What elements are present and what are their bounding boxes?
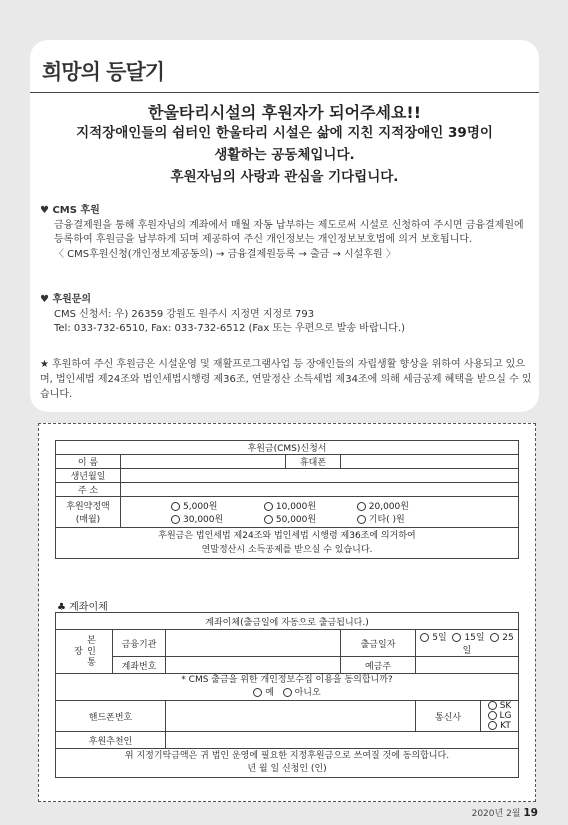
address-field[interactable] (121, 483, 519, 497)
consent-row (56, 674, 519, 701)
withdraw-5[interactable]: 5일 (420, 633, 446, 643)
birth-field[interactable] (121, 469, 519, 483)
amount-option-30000[interactable]: 30,000원 (171, 512, 261, 525)
bank-label: 금융기관 (113, 630, 166, 657)
cms-form (55, 440, 519, 559)
radio-icon (488, 721, 497, 730)
signature-line[interactable]: 년 월 일 신청인 (인) (247, 764, 327, 774)
mobile-field[interactable] (166, 701, 416, 732)
cms-flow: 〈 CMS후원신청(개인정보제공동의) → 금융결제원등록 → 출금 → 시설후원 〉 (54, 248, 396, 260)
inquiry-heading: ♥ 후원문의 (40, 294, 92, 305)
own-account-label: 본인통장 (56, 630, 113, 674)
account-heading: ♣ 계좌이체 (57, 602, 108, 613)
cms-section (40, 204, 530, 262)
headline-line3: 후원자님의 사랑과 관심을 기다립니다. (170, 169, 399, 185)
tax-note-line1: 후원금은 법인세법 제24조와 법인세법 시행령 제36조에 의거하여 (158, 531, 416, 541)
tax-note (56, 528, 519, 559)
withdraw-label: 출금일자 (341, 630, 416, 657)
amount-label-text: 후원약정액 (66, 502, 110, 512)
radio-icon (171, 515, 180, 524)
amount-option-other[interactable]: 기타( )원 (357, 512, 447, 525)
headline-main: 한울타리시설의 후원자가 되어주세요!! (147, 103, 422, 122)
consent-yes[interactable]: 예 (253, 688, 274, 698)
radio-icon (488, 701, 497, 710)
account-number-label: 계좌번호 (113, 657, 166, 674)
carrier-sk[interactable]: SK (488, 701, 512, 711)
tax-note-line2: 연말정산시 소득공제를 받으실 수 있습니다. (201, 545, 373, 555)
bank-field[interactable] (166, 630, 341, 657)
withdraw-25[interactable]: 25일 (462, 633, 514, 656)
phone-label: 휴대폰 (286, 455, 341, 469)
radio-icon (171, 502, 180, 511)
radio-icon (452, 633, 461, 642)
holder-label: 예금주 (341, 657, 416, 674)
agreement-text: 위 지정기탁금액은 귀 법인 운영에 필요한 지정후원금으로 쓰여질 것에 동의합니다. (124, 751, 450, 761)
holder-field[interactable] (416, 657, 519, 674)
inquiry-tel: Tel: 033-732-6510, Fax: 033-732-6512 (Fax 또는 우편으로 발송 바랍니다.) (54, 323, 406, 334)
withdraw-options (416, 630, 519, 657)
recommender-label: 후원추천인 (56, 732, 166, 749)
amount-option-5000[interactable]: 5,000원 (171, 499, 261, 512)
name-label: 이 름 (56, 455, 121, 469)
amount-label-sub: (매월) (75, 515, 101, 525)
mobile-label: 핸드폰번호 (56, 701, 166, 732)
address-label: 주 소 (56, 483, 121, 497)
radio-icon (488, 711, 497, 720)
page-footer (472, 806, 538, 819)
account-form-title: 계좌이체(출금일에 자동으로 출금됩니다.) (56, 613, 519, 630)
cms-text: 금융결제원을 통해 후원자님의 계좌에서 매월 자동 납부하는 제도로써 시설로 신청하여 주시면 금융결제원에 등록하여 후원금을 납부하게 되며 제공하여 주신 개인정보는 개인정보보호법에 의거 보호됩니다. (54, 219, 524, 245)
amount-options (121, 497, 519, 528)
carrier-kt[interactable]: KT (488, 721, 511, 731)
account-number-field[interactable] (166, 657, 341, 674)
radio-icon (264, 515, 273, 524)
recommender-field[interactable] (166, 732, 519, 749)
phone-field[interactable] (341, 455, 519, 469)
consent-no[interactable]: 아니오 (283, 688, 321, 698)
amount-option-50000[interactable]: 50,000원 (264, 512, 354, 525)
headline-line2: 생활하는 공동체입니다. (214, 147, 355, 163)
amount-label (56, 497, 121, 528)
account-form (55, 612, 519, 778)
title-divider (30, 92, 539, 93)
radio-icon (357, 515, 366, 524)
headline-line1: 지적장애인들의 쉼터인 한울타리 시설은 삶에 지친 지적장애인 39명이 (76, 125, 493, 141)
name-field[interactable] (121, 455, 286, 469)
radio-icon (420, 633, 429, 642)
radio-icon (357, 502, 366, 511)
radio-icon (264, 502, 273, 511)
radio-icon (253, 688, 262, 697)
page-number: 19 (523, 807, 538, 819)
page-title: 희망의 등달기 (42, 60, 165, 84)
amount-option-10000[interactable]: 10,000원 (264, 499, 354, 512)
withdraw-15[interactable]: 15일 (452, 633, 484, 643)
agreement-row (56, 749, 519, 778)
carrier-options (481, 701, 519, 732)
radio-icon (283, 688, 292, 697)
birth-label: 생년월일 (56, 469, 121, 483)
carrier-lg[interactable]: LG (488, 711, 512, 721)
inquiry-section (40, 293, 530, 337)
carrier-label: 통신사 (416, 701, 481, 732)
consent-question: * CMS 출금을 위한 개인정보수집 이용을 동의합니까? (181, 675, 393, 685)
tax-notice: ★ 후원하여 주신 후원금은 시설운영 및 재활프로그램사업 등 장애인들의 자립생활 향상을 위하여 사용되고 있으며, 법인세법 제24조와 법인세법시행령 제36조, 연말정산 소득세법 제34조에 의해 세금공제 혜택을 받으실 수 있습니다. (40, 359, 532, 400)
cms-heading: ♥ CMS 후원 (40, 205, 100, 216)
radio-icon (490, 633, 499, 642)
cms-form-title: 후원금(CMS)신청서 (56, 441, 519, 455)
amount-option-20000[interactable]: 20,000원 (357, 499, 447, 512)
footer-date: 2020년 2월 (471, 809, 521, 819)
headline-sub (30, 122, 539, 188)
inquiry-address: CMS 신청서: 우) 26359 강원도 원주시 지정면 지정로 793 (54, 308, 315, 320)
